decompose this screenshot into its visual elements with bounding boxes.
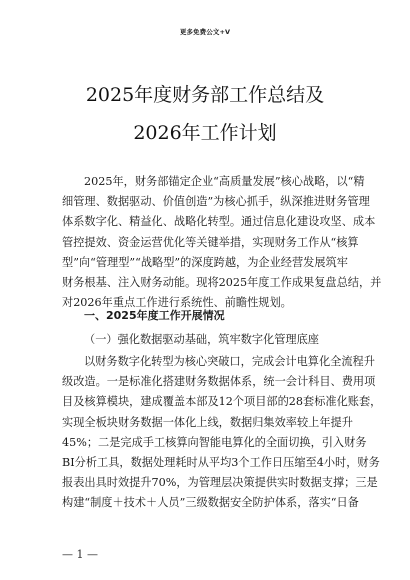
intro-line: 管控提效、资金运营优化等关键举措，实现财务工作从“核算: [62, 235, 359, 249]
intro-line: 财务根基、注入财务动能。现将2025年度工作成果复盘总结，并: [62, 276, 382, 290]
document-title-line-2: 2026年工作计划: [133, 122, 277, 144]
section-line: 以财务数字化转型为核心突破口，完成会计电算化全流程升: [84, 355, 375, 368]
page-number: — 1 —: [62, 548, 98, 561]
intro-line: 型”向“管理型”“战略型”的深度跨越，为企业经营发展筑牢: [62, 255, 348, 269]
intro-line: 2025年，财务部锚定企业“高质量发展”核心战略，以“精: [84, 175, 365, 188]
section-line: 实现全板块财务数据一体化上线，数据归集效率较上年提升: [62, 415, 353, 429]
intro-line: 细管理、数据驱动、价值创造”为核心抓手，纵深推进财务管理: [62, 195, 370, 209]
subsection-heading: （一）强化数据驱动基础，筑牢数字化管理底座: [84, 333, 319, 346]
section-line: 级改造。一是标准化搭建财务数据体系，统一会计科目、费用项: [62, 375, 376, 389]
promo-watermark: 更多免费公文+V: [179, 28, 231, 36]
section-heading: 一、2025年度工作开展情况: [84, 309, 225, 322]
section-line: 报表出具时效提升70%，为管理层决策提供实时数据支撑；三是: [62, 476, 378, 490]
section-line: 目及核算模块，建成覆盖本部及12个项目部的28套标准化账套，: [62, 395, 382, 409]
intro-line: 对2026年重点工作进行系统性、前瞻性规划。: [62, 296, 292, 310]
section-line: BI分析工具，数据处理耗时从平均3个工作日压缩至4小时，财务: [62, 456, 380, 470]
document-title-line-1: 2025年度财务部工作总结及: [85, 84, 325, 106]
section-line: 构建“制度＋技术＋人员”三级数据安全防护体系，落实“日备: [62, 496, 359, 510]
section-line: 45%；二是完成手工核算向智能电算化的全面切换，引入财务: [62, 435, 367, 449]
intro-line: 体系数字化、精益化、战略化转型。通过信息化建设攻坚、成本: [62, 215, 376, 229]
section-paragraph: [62, 352, 382, 514]
intro-paragraph: [62, 172, 382, 313]
